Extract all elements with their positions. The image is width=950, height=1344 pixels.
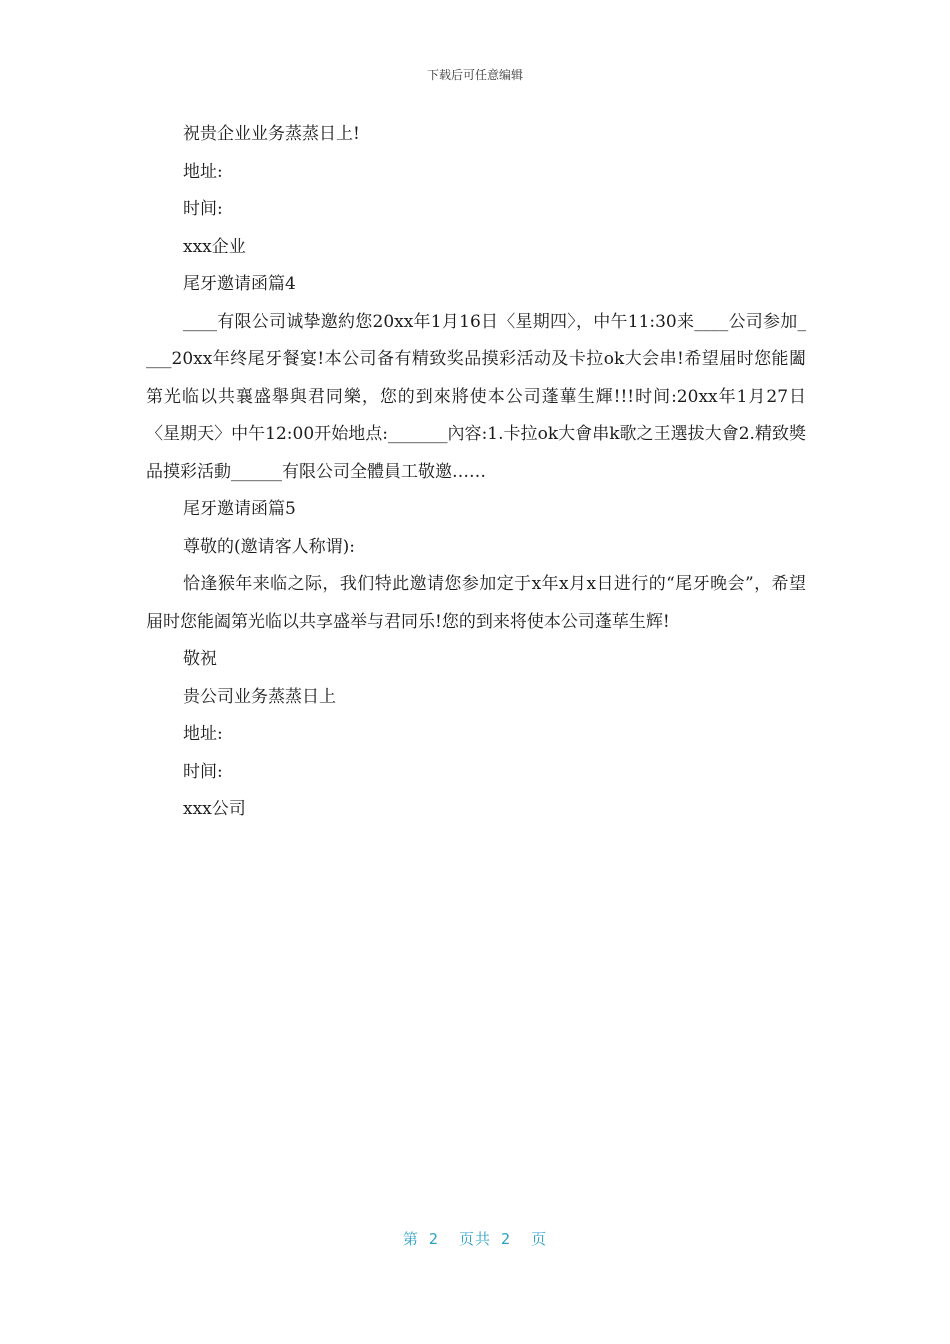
time-line-1: 时间: (183, 199, 223, 219)
section-title-4: 尾牙邀请函篇4 (183, 274, 296, 294)
invitation-body-5: 恰逢猴年来临之际，我们特此邀请您参加定于x年x月x日进行的“尾牙晚会”，希望届时您能阖第光临以共享盛举与君同乐!您的到来将使本公司蓬荜生辉! (146, 574, 806, 632)
page-number: 第 2 页共 2 页 (402, 1230, 548, 1248)
invitation-body-4: ____有限公司诚挚邀約您20xx年1月16日〈星期四〉，中午11:30来____公司参加____20xx年终尾牙餐宴!本公司备有精致奖品摸彩活动及卡拉ok大会串!希望届时您能闔第光临以共襄盛舉與君同樂，您的到來將使本公司蓬蓽生輝!!!时间:20xx年1月27日〈星期天〉中午12:00开始地点:_______內容:1.卡拉ok大會串k歌之王選拔大會2.精致獎品摸彩活動______有限公司全體員工敬邀…… (146, 311, 806, 482)
respect-line: 敬祝 (183, 649, 217, 669)
document-body (146, 116, 806, 829)
closing-wish-2: 贵公司业务蒸蒸日上 (183, 686, 336, 707)
address-line-1: 地址: (183, 161, 223, 182)
signature-company-2: xxx公司 (183, 799, 246, 819)
section-title-5: 尾牙邀请函篇5 (183, 499, 296, 519)
address-line-2: 地址: (183, 724, 223, 744)
time-line-2: 时间: (183, 761, 223, 782)
salutation: 尊敬的(邀请客人称谓): (183, 536, 355, 557)
download-note: 下载后可任意编辑 (426, 68, 523, 82)
signature-company-1: xxx企业 (183, 236, 246, 257)
closing-wish-1: 祝贵企业业务蒸蒸日上! (183, 124, 360, 144)
